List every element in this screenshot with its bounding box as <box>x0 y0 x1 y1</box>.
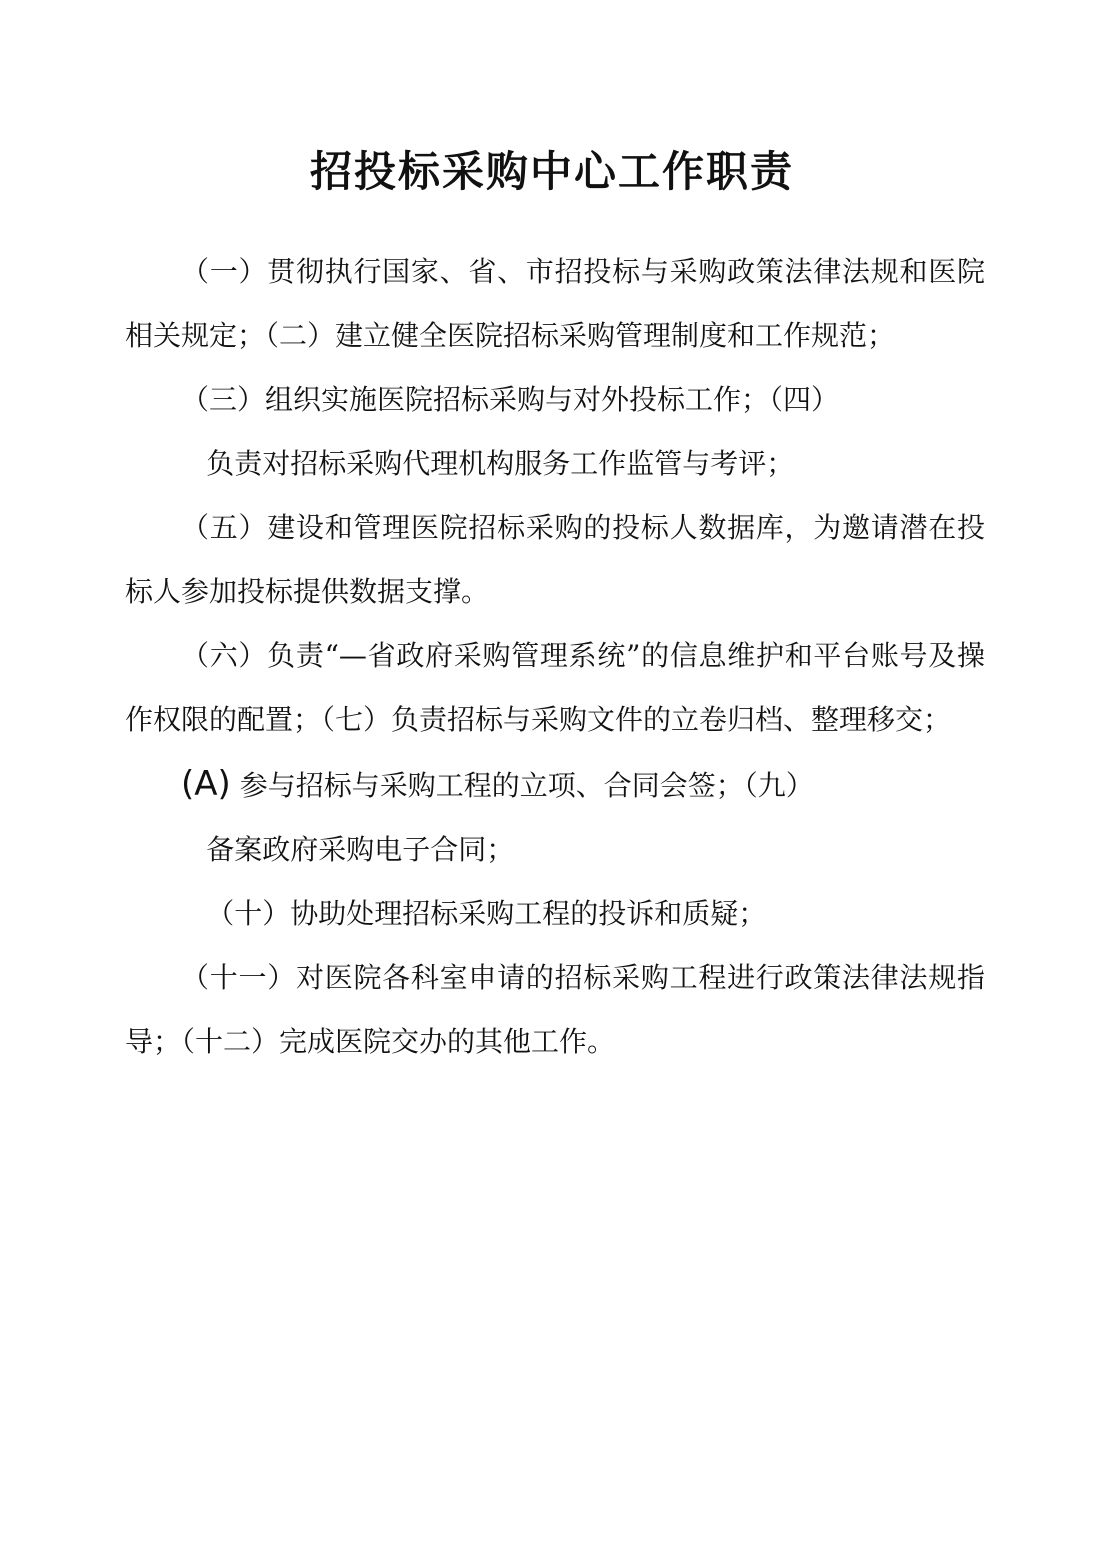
paragraph-9: （十一）对医院各科室申请的招标采购工程进行政策法律法规指导；（十二）完成医院交办的其他工作。 <box>125 961 985 1058</box>
document-body <box>125 240 985 1074</box>
item-marker-a: (A) <box>181 764 231 804</box>
paragraph-6 <box>125 752 985 818</box>
paragraph-5: （六）负责“—省政府采购管理系统”的信息维护和平台账号及操作权限的配置；（七）负责招标与采购文件的立卷归档、整理移交； <box>125 639 985 736</box>
document-title: 招投标采购中心工作职责 <box>309 147 794 196</box>
paragraph-6-text: 参与招标与采购工程的立项、合同会签；（九） <box>239 769 814 802</box>
paragraph-8: （十）协助处理招标采购工程的投诉和质疑； <box>206 897 767 930</box>
paragraph-3: 负责对招标采购代理机构服务工作监管与考评； <box>206 447 795 480</box>
paragraph-2: （三）组织实施医院招标采购与对外投标工作；（四） <box>181 383 840 416</box>
paragraph-4: （五）建设和管理医院招标采购的投标人数据库，为邀请潜在投标人参加投标提供数据支撑。 <box>125 511 985 608</box>
paragraph-1: （一）贯彻执行国家、省、市招投标与采购政策法律法规和医院相关规定；（二）建立健全医院招标采购管理制度和工作规范； <box>125 255 985 352</box>
paragraph-7: 备案政府采购电子合同； <box>206 833 515 866</box>
